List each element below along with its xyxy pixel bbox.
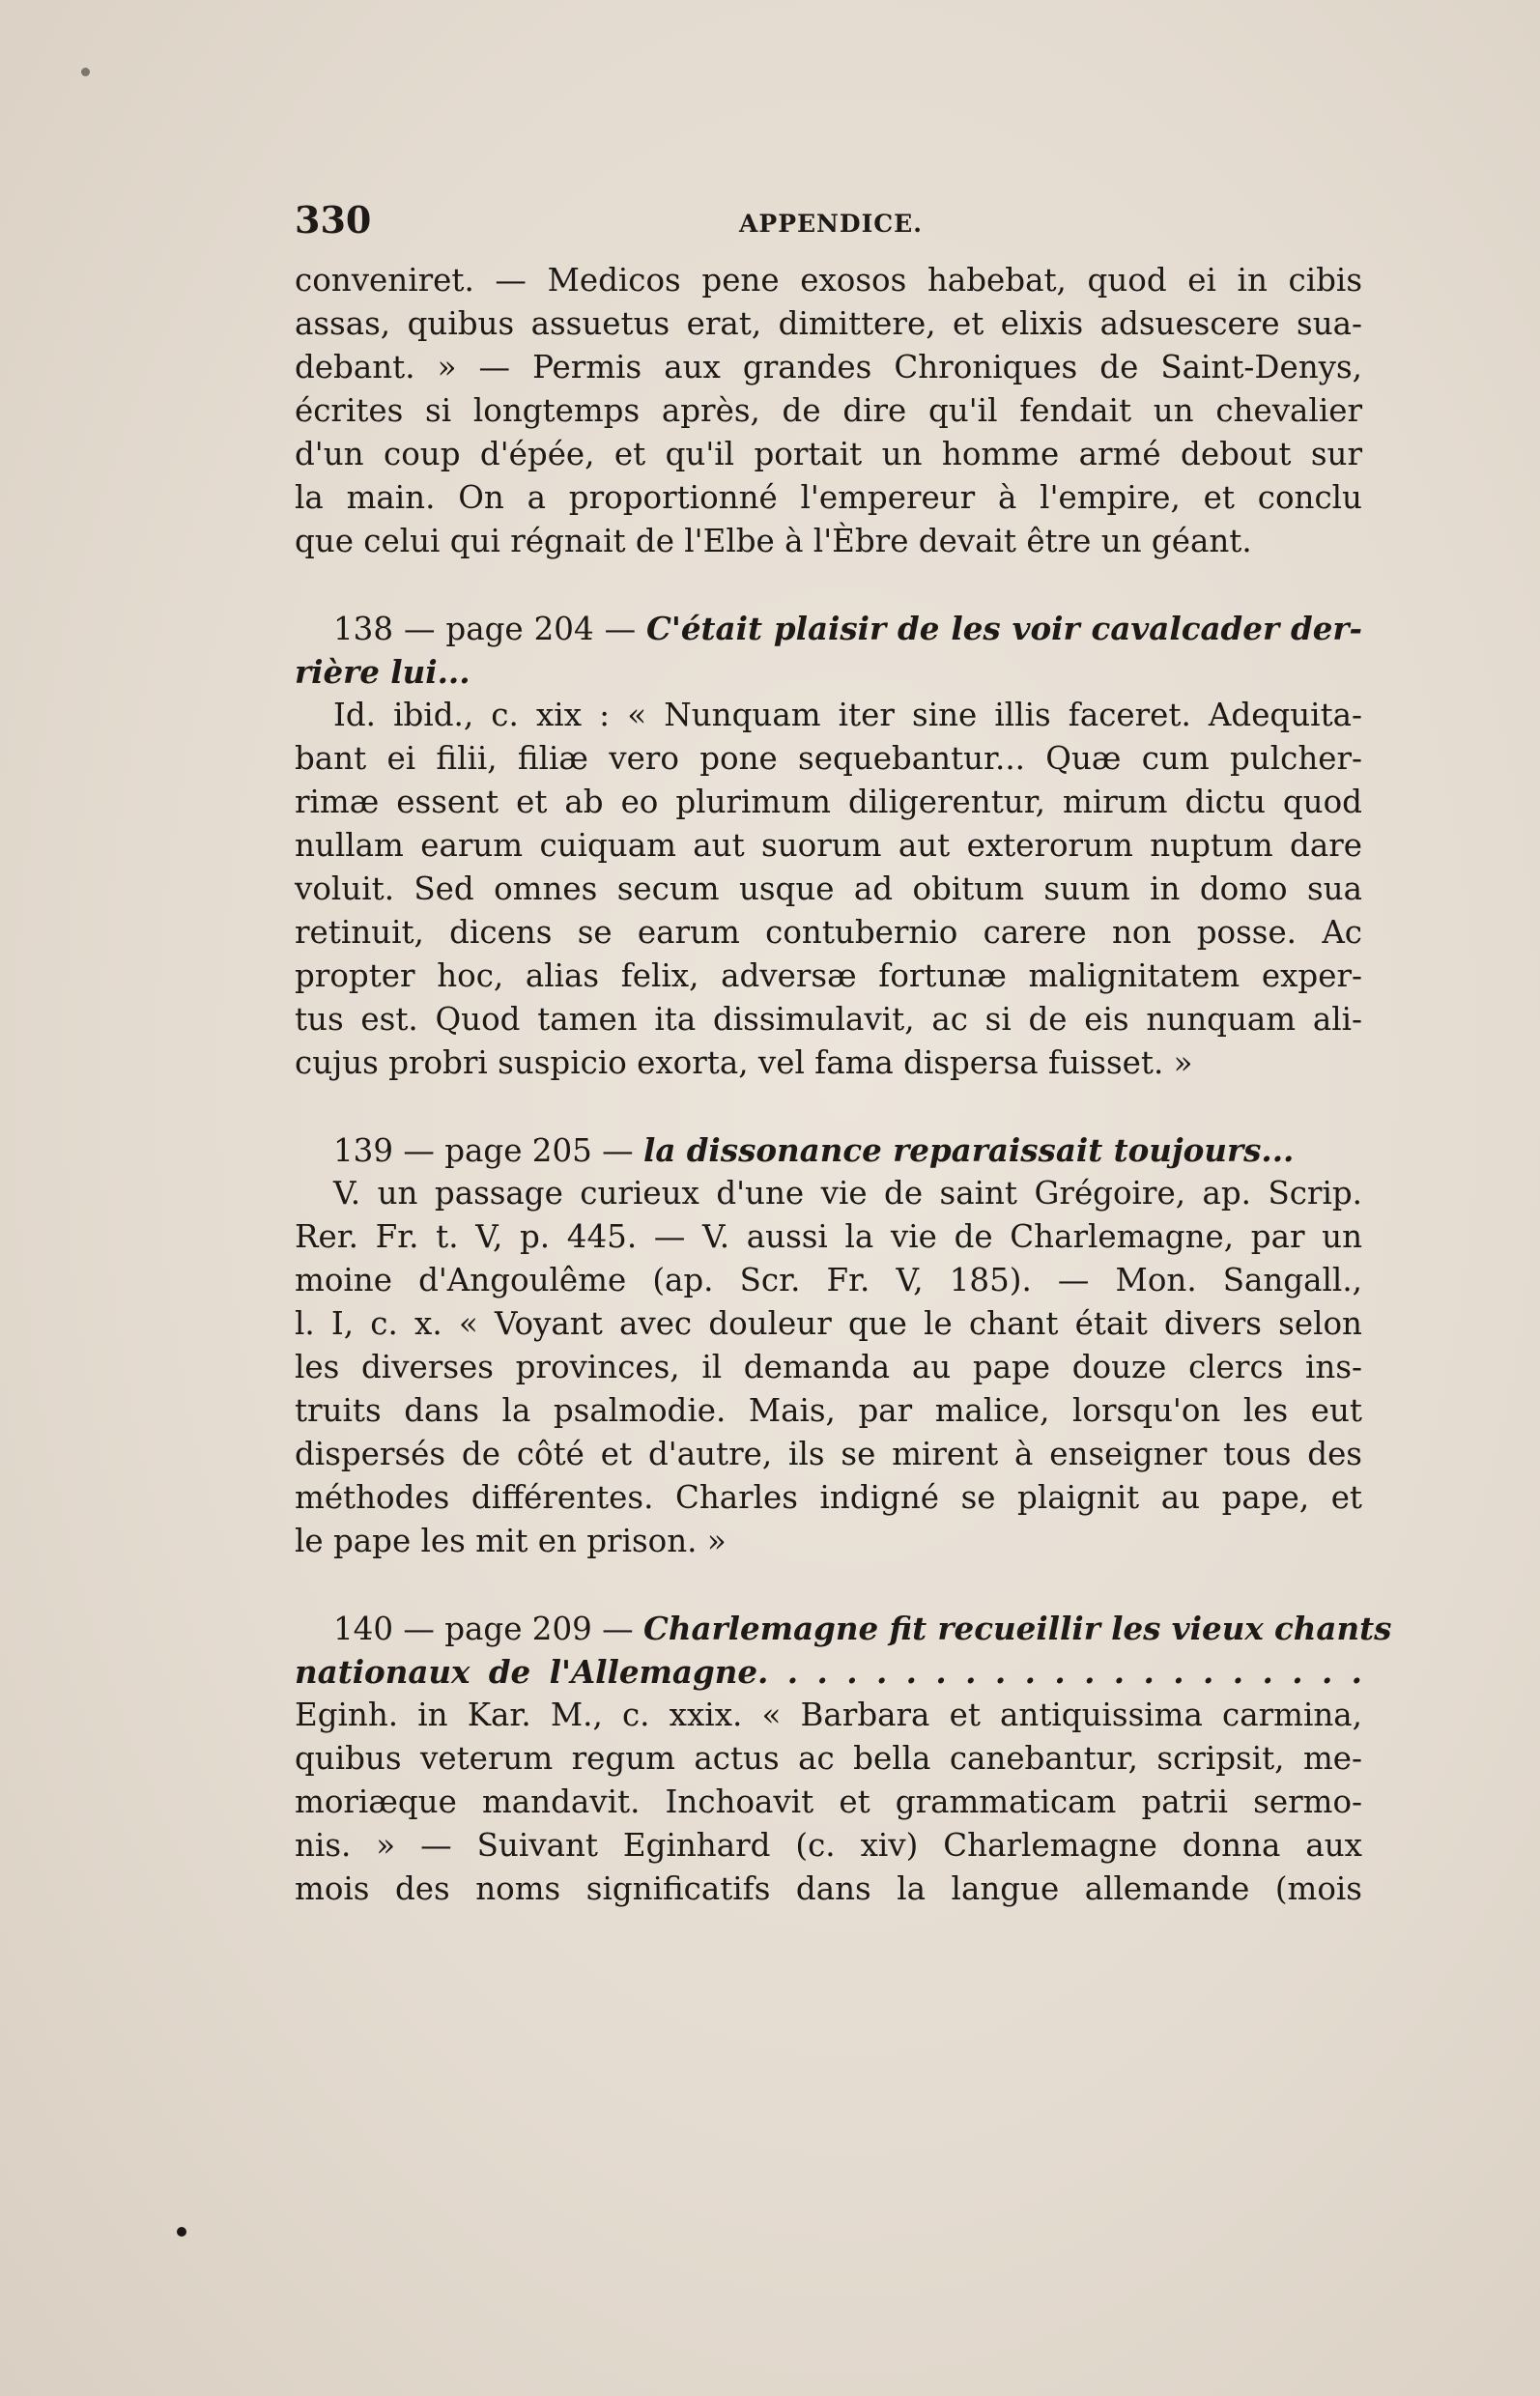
text-line: bant ei filii, filiæ vero pone sequebantur... Quæ cum pulcher- bbox=[295, 740, 1362, 777]
running-head: APPENDICE. bbox=[739, 210, 923, 238]
text-line: écrites si longtemps après, de dire qu'il fendait un chevalier bbox=[295, 392, 1362, 429]
note-separator: — page bbox=[393, 1132, 532, 1169]
text-line: truits dans la psalmodie. Mais, par malice, lorsqu'on les eut bbox=[295, 1392, 1362, 1429]
text-line: assas, quibus assuetus erat, dimittere, et elixis adsuescere sua- bbox=[295, 305, 1362, 342]
text-line: le pape les mit en prison. » bbox=[295, 1523, 727, 1559]
text-line: nullam earum cuiquam aut suorum aut exterorum nuptum dare bbox=[295, 827, 1362, 864]
text-line: que celui qui régnait de l'Elbe à l'Èbre devait être un géant. bbox=[295, 523, 1252, 559]
text-line: mois des noms significatifs dans la langue allemande (mois bbox=[295, 1870, 1362, 1907]
opening-paragraph bbox=[295, 259, 1362, 563]
note-page: 205 bbox=[531, 1132, 592, 1169]
note-138 bbox=[295, 607, 1362, 1085]
note-title: Charlemagne fit recueillir les vieux chants bbox=[642, 1610, 1392, 1647]
note-separator: — bbox=[593, 611, 647, 647]
text-line: nis. » — Suivant Eginhard (c. xiv) Charlemagne donna aux bbox=[295, 1827, 1362, 1864]
note-separator: — bbox=[591, 1611, 643, 1647]
text-line: la main. On a proportionné l'empereur à l'empire, et conclu bbox=[295, 479, 1362, 516]
note-number: 139 bbox=[333, 1132, 394, 1169]
text-line: tus est. Quod tamen ita dissimulavit, ac si de eis nunquam ali- bbox=[295, 1001, 1362, 1038]
note-heading bbox=[295, 1607, 1392, 1650]
page-number: 330 bbox=[295, 198, 372, 242]
text-line: conveniret. — Medicos pene exosos habebat, quod ei in cibis bbox=[295, 262, 1362, 299]
note-number: 138 bbox=[333, 611, 394, 647]
text-line: dispersés de côté et d'autre, ils se mirent à enseigner tous des bbox=[295, 1436, 1362, 1472]
note-separator: — page bbox=[393, 611, 534, 647]
text-line: les diverses provinces, il demanda au pape douze clercs ins- bbox=[295, 1349, 1362, 1385]
text-line: Id. ibid., c. xix : « Nunquam iter sine illis faceret. Adequita- bbox=[333, 697, 1362, 733]
note-heading bbox=[295, 1128, 1362, 1172]
text-line: retinuit, dicens se earum contubernio carere non posse. Ac bbox=[295, 914, 1362, 951]
note-139 bbox=[295, 1128, 1362, 1563]
text-line: propter hoc, alias felix, adversæ fortunæ malignitatem exper- bbox=[295, 957, 1362, 994]
note-title: la dissonance reparaissait toujours... bbox=[642, 1131, 1295, 1169]
text-line: moriæque mandavit. Inchoavit et grammaticam patrii sermo- bbox=[295, 1783, 1362, 1820]
text-line: méthodes différentes. Charles indigné se plaignit au pape, et bbox=[295, 1479, 1362, 1516]
note-page: 204 bbox=[533, 611, 594, 647]
text-line: Eginh. in Kar. M., c. xxix. « Barbara et antiquissima carmina, bbox=[295, 1697, 1362, 1733]
note-heading bbox=[295, 607, 1362, 650]
note-title: C'était plaisir de les voir cavalcader der- bbox=[646, 610, 1363, 647]
note-page: 209 bbox=[531, 1611, 592, 1647]
ink-speck bbox=[81, 68, 90, 76]
text-line: debant. » — Permis aux grandes Chroniques de Saint-Denys, bbox=[295, 349, 1362, 385]
body-text bbox=[295, 259, 1392, 1911]
text-line: Rer. Fr. t. V, p. 445. — V. aussi la vie de Charlemagne, par un bbox=[295, 1218, 1362, 1255]
page-header bbox=[295, 198, 1362, 256]
note-separator: — page bbox=[393, 1611, 532, 1647]
note-140 bbox=[295, 1607, 1392, 1911]
text-line: moine d'Angoulême (ap. Scr. Fr. V, 185). — Mon. Sangall., bbox=[295, 1262, 1362, 1298]
text-line: V. un passage curieux d'une vie de saint Grégoire, ap. Scrip. bbox=[333, 1175, 1362, 1212]
text-line: d'un coup d'épée, et qu'il portait un homme armé debout sur bbox=[295, 436, 1362, 472]
text-line: l. I, c. x. « Voyant avec douleur que le chant était divers selon bbox=[295, 1305, 1362, 1342]
ink-speck bbox=[177, 2227, 186, 2237]
note-title-continued: rière lui... bbox=[295, 653, 471, 691]
note-separator: — bbox=[591, 1132, 643, 1169]
text-line: quibus veterum regum actus ac bella canebantur, scripsit, me- bbox=[295, 1740, 1362, 1777]
text-line: rimæ essent et ab eo plurimum diligerentur, mirum dictu quod bbox=[295, 784, 1362, 820]
note-number: 140 bbox=[333, 1611, 394, 1647]
text-line: cujus probri suspicio exorta, vel fama dispersa fuisset. » bbox=[295, 1044, 1193, 1081]
note-title-continued: nationaux de l'Allemagne. . . . . . . . . . . . . . . . . . . . . bbox=[295, 1653, 1362, 1691]
text-line: voluit. Sed omnes secum usque ad obitum suum in domo sua bbox=[295, 870, 1362, 907]
